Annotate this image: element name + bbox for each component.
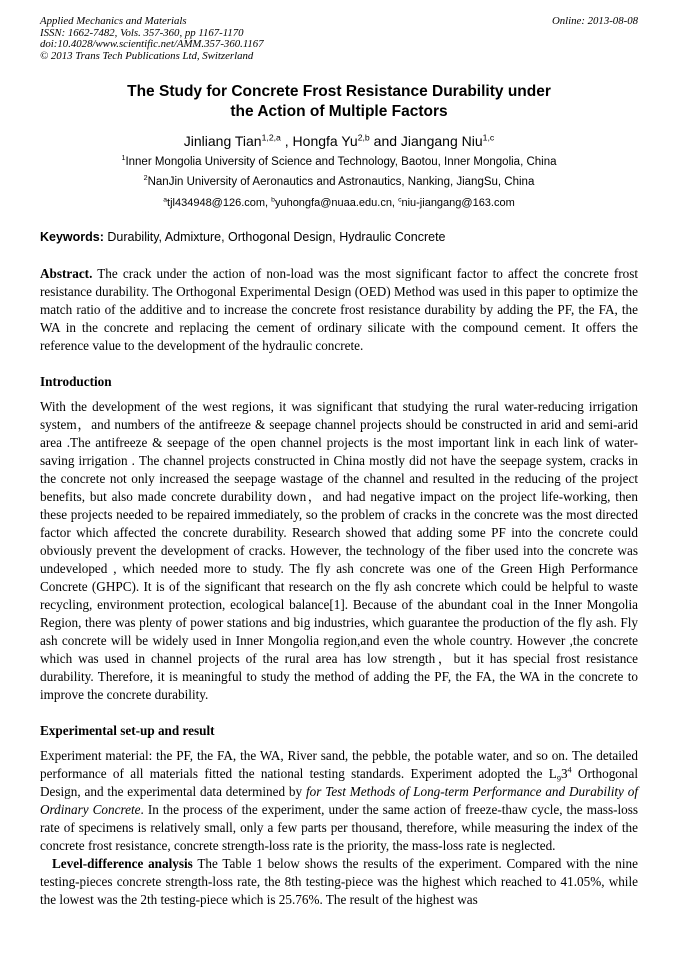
journal-name: Applied Mechanics and Materials [40, 15, 187, 27]
authors-line: Jinliang Tian$^{1,2,a}$ , Hongfa Yu$^{2,b}$ and Jiangang Niu$^{1,c}$ [183, 132, 495, 150]
author-emails: $^a$tjl434948@126.com, $^b$yuhongfa@nuaa.edu.cn, $^c$niu-jiangang@163.com [163, 196, 515, 210]
doi-line: doi:10.4028/www.scientific.net/AMM.357-360.1167 [40, 38, 264, 51]
online-date: Online: 2013-08-08 [551, 15, 638, 27]
section-heading-introduction: Introduction [40, 374, 112, 390]
section-heading-experimental: Experimental set-up and result [40, 723, 215, 739]
copyright-line: © 2013 Trans Tech Publications Ltd, Switzerland [40, 49, 254, 62]
journal-info-block [40, 16, 264, 62]
abstract-paragraph: Abstract. The crack under the action of non-load was the most significant factor to affect the concrete frost resistance durability. The Orthogonal Experimental Design (OED) Method was used in this paper to optimize the match ratio of the additive and to increase the concrete frost resistance durability by adding the PF, the FA, the WA in the concrete and replacing the cement of ordinary silicate with the compound cement. It offers the reference value to the development of the hydraulic concrete. [40, 266, 638, 354]
paper-title-line2: the Action of Multiple Factors [230, 103, 448, 121]
experimental-paragraph-1: Experiment material: the PF, the FA, the WA, River sand, the pebble, the potable water, and so on. The detailed performance of all materials fitted the national testing standards. Experiment adopted the $L_93^4$ Orthogonal Design, and the experimental data determined by for Test Methods of Long-term Performance and Durability of Ordinary Concrete. In the process of the experiment, under the same action of freeze-thaw cycle, the mass-loss rate of specimens is relatively small, only a few parts per thousand, therefore, while measuring the index of the concrete frost resistance, concrete strength-loss rate is the priority, the mass-loss rate is neglected. [40, 748, 638, 854]
paper-title [40, 82, 638, 122]
introduction-paragraph: With the development of the west regions, it was significant that studying the rural water-reducing irrigation system，and numbers of the antifreeze & seepage channel projects should be constructed in arid and semi-arid area .The antifreeze & seepage of the open channel projects is the most important link in each link of water-saving irrigation . The channel projects constructed in China mostly did not have the seepage system, cracks in the concrete not only increased the seepage wastage of the channel and resulted in the reducing of the project benefits, but also made concrete durability down，and had negative impact on the project life-working, then these projects needed to be repaired immediately, so the problem of cracks in the concrete was the most directed factor which affected the concrete durability. Research showed that adding some PF into the concrete could obviously prevent the development of cracks. However, the technology of the fiber used into the concrete was undeveloped , which needed more to study. The fly ash concrete was one of the Green High Performance Concrete (GHPC). It is of the significant that research on the fly ash concrete which could be helpful to waste recycling, environment protection, ecological balance[1]. Because of the abundant coal in the Inner Mongolia Region, there was plenty of power stations and big industries, which guarantee the production of the fly ash. Fly ash concrete will be widely used in Inner Mongolia region,and even the whole country. However ,the concrete which was used in channel projects of the rural area has low strength，but it has special frost resistance durability. Therefore, it is meaningful to study the method of adding the PF, the FA, the WA in the concrete to improve the concrete durability. [40, 399, 638, 703]
experimental-paragraph-2: Level-difference analysis The Table 1 below shows the results of the experiment. Compared with the nine testing-pieces concrete strength-loss rate, the 8th testing-piece was the highest which reached to 41.05%, while the lowest was the 2th testing-piece which is 25.76%. The result of the highest was [40, 856, 638, 908]
keywords-line: Keywords: Durability, Admixture, Orthogonal Design, Hydraulic Concrete [40, 230, 446, 245]
journal-header [40, 16, 638, 62]
affiliation-2: $^2$NanJin University of Aeronautics and Astronautics, Nanking, JiangSu, China [143, 174, 535, 189]
issn-line: ISSN: 1662-7482, Vols. 357-360, pp 1167-1170 [40, 26, 244, 39]
paper-title-line1: The Study for Concrete Frost Resistance Durability under [127, 83, 551, 101]
affiliation-1: $^1$Inner Mongolia University of Science and Technology, Baotou, Inner Mongolia, China [121, 154, 557, 169]
